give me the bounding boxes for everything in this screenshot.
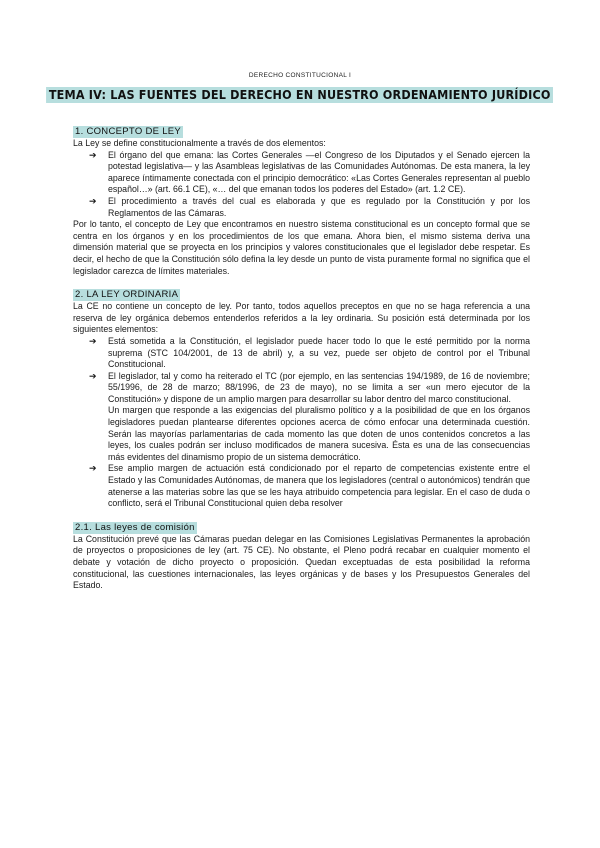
section-heading: 2. LA LEY ORDINARIA <box>75 289 179 301</box>
arrow-right-icon: ➔ <box>89 463 97 474</box>
list-item <box>89 335 530 371</box>
course-header: DERECHO CONSTITUCIONAL I <box>248 72 352 79</box>
document-body <box>73 126 530 592</box>
list-item-text: El órgano del que emana: las Cortes Generales —el Congreso de los Diputados y el Senado ejercen la potestad legislativa— y las Asambleas legislativas de las Comunidades Autónomas. De esta manera, la ley aparece íntimamente conectada con el principio democrático: «Las Cortes Generales representan al pueblo español…» (art. 66.1 CE), «… del que emanan todos los poderes del Estado» (art. 1.2 CE). <box>108 149 530 195</box>
paragraph: La Constitución prevé que las Cámaras puedan delegar en las Comisiones Legislativas Permanentes la aprobación de proyectos o proposiciones de ley (art. 75 CE). No obstante, el Pleno podrá recabar en cualquier momento el debate y votación de dicho proyecto o proposición. Quedan exceptuadas de esta posibilidad la reforma constitucional, las cuestiones internacionales, las leyes orgánicas y de bases y los Presupuestos Generales del Estado. <box>73 533 530 591</box>
arrow-right-icon: ➔ <box>89 335 97 346</box>
arrow-right-icon: ➔ <box>89 149 97 160</box>
paragraph: La CE no contiene un concepto de ley. Por tanto, todos aquellos preceptos en que no se haga referencia a una reserva de ley orgánica debemos entenderlos referidos a la ley ordinaria. Su posición está determinada por los siguientes elementos: <box>73 301 530 335</box>
section-leyes-de-comision <box>73 522 530 592</box>
list-item <box>89 195 530 219</box>
list-item-text: El legislador, tal y como ha reiterado el TC (por ejemplo, en las sentencias 194/1989, de 16 de noviembre; 55/1996, de 28 de marzo; 88/1996, de 23 de mayo), no se limita a ser «un mero ejecutor de la Constitución» y dispone de un amplio margen para desarrollar su labor dentro del marco constitucional. <box>108 370 530 404</box>
paragraph: Por lo tanto, el concepto de Ley que encontramos en nuestro sistema constitucional es un concepto formal que se centra en los órganos y en los procedimientos de los que emana. Ahora bien, el mismo sistema deriva una dimensión material que se proyecta en los principios y valores constitucionales que el legislador debe respetar. Es decir, el hecho de que la Constitución sólo defina la ley desde un punto de vista puramente formal no significa que el legislador carezca de límites materiales. <box>73 219 530 276</box>
list-item <box>89 463 531 509</box>
section-heading: 2.1. Las leyes de comisión <box>75 521 195 533</box>
list-item-continuation: Un margen que responde a las exigencias del pluralismo político y a la posibilidad de que en los órganos legisladores puedan plantearse diferentes opciones acerca de cómo enfocar una determinada cuestión. Serán las mayorías parlamentarias de cada momento las que doten de unos contenidos concretos a las leyes, los cuales podrán ser incluso modificados de manera sucesiva. Ésta es una de las consecuencias más evidentes del dinamismo propio de un sistema democrático. <box>108 405 530 462</box>
section-concepto-de-ley <box>73 126 530 277</box>
list-item-text: Ese amplio margen de actuación está condicionado por el reparto de competencias existente entre el Estado y las Comunidades Autónomas, de manera que los legisladores (central o autonómicos) tendrán que atenerse a las materias sobre las que se les haya atribuido competencia para legislar. En el caso de duda o conflicto, será el Tribunal Constitucional quien deba resolver <box>108 463 531 509</box>
list-item <box>89 370 530 464</box>
page-title-text: TEMA IV: LAS FUENTES DEL DERECHO EN NUESTRO ORDENAMIENTO JURÍDICO <box>46 87 553 103</box>
bullet-list <box>73 150 530 220</box>
arrow-right-icon: ➔ <box>89 195 97 206</box>
list-item-text: Está sometida a la Constitución, el legislador puede hacer todo lo que le esté permitido por la norma suprema (STC 104/2001, de 13 de abril) y, a su vez, puede ser objeto de control por el Tribunal Constitucional. <box>108 335 530 370</box>
section-ley-ordinaria <box>73 289 530 510</box>
paragraph: La Ley se define constitucionalmente a través de dos elementos: <box>73 138 326 148</box>
list-item-text: El procedimiento a través del cual es elaborada y que es regulado por la Constitución y por los Reglamentos de las Cámaras. <box>108 195 530 218</box>
page-title <box>0 86 600 104</box>
arrow-right-icon: ➔ <box>89 370 97 381</box>
list-item <box>89 149 530 196</box>
bullet-list <box>73 336 530 510</box>
section-heading: 1. CONCEPTO DE LEY <box>75 126 182 137</box>
